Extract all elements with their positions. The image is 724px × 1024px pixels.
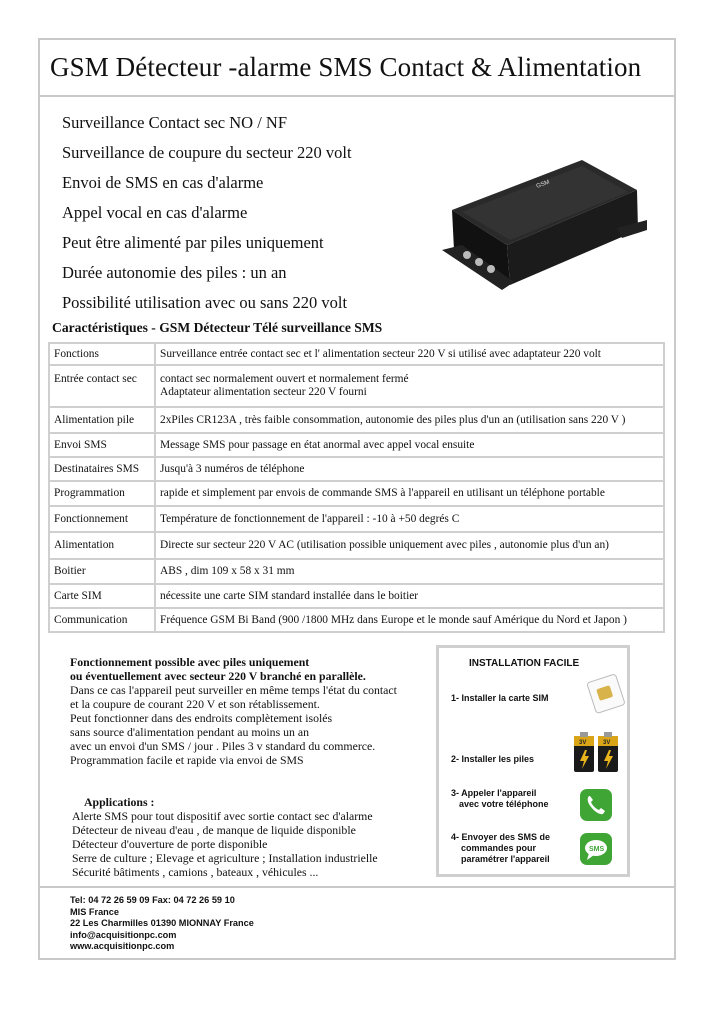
operation-line: avec un envoi d'un SMS / jour . Piles 3 v standard du commerce. — [70, 739, 376, 753]
install-step-3: 3- Appeler l'appareil — [451, 788, 537, 798]
install-step-4c: paramétrer l'appareil — [461, 854, 550, 864]
operation-bold: ou éventuellement avec secteur 220 V branché en parallèle. — [70, 669, 366, 683]
operation-section — [70, 655, 397, 767]
feature-list — [62, 108, 352, 318]
application-line: Sécurité bâtiments , camions , bateaux , véhicules ... — [72, 865, 319, 879]
operation-line: sans source d'alimentation pendant au moins un an — [70, 725, 309, 739]
sms-label: SMS — [589, 846, 605, 853]
spec-value: rapide et simplement par envois de commande SMS à l'appareil en utilisant un téléphone portable — [155, 481, 664, 506]
battery-voltage: 3V — [579, 740, 587, 746]
specs-heading: Caractéristiques - GSM Détecteur Télé surveillance SMS — [52, 320, 383, 335]
device-label: GSM — [535, 179, 551, 190]
footer-contact — [70, 895, 254, 953]
spec-value: contact sec normalement ouvert et normalement fermé — [160, 373, 409, 385]
table-row — [49, 407, 664, 433]
spec-key: Entrée contact sec — [49, 365, 155, 407]
spec-key: Destinataires SMS — [49, 457, 155, 481]
footer-email: info@acquisitionpc.com — [70, 929, 177, 940]
sms-icon — [579, 832, 613, 866]
spec-value: nécessite une carte SIM standard installée dans le boitier — [155, 584, 664, 608]
install-step-1: 1- Installer la carte SIM — [451, 693, 549, 703]
table-row — [49, 457, 664, 481]
operation-line: Programmation facile et rapide via envoi de SMS — [70, 753, 304, 767]
title-divider — [40, 95, 674, 97]
table-row — [49, 365, 664, 407]
application-line: Alerte SMS pour tout dispositif avec sortie contact sec d'alarme — [72, 809, 373, 823]
install-step-4b: commandes pour — [461, 843, 537, 853]
applications-title: Applications : — [84, 795, 155, 809]
table-row — [49, 433, 664, 457]
spec-key: Communication — [49, 608, 155, 632]
footer-company: MIS France — [70, 906, 120, 917]
spec-value-cell — [155, 365, 664, 407]
feature-item: Surveillance Contact sec NO / NF — [62, 113, 287, 132]
spec-value: ABS , dim 109 x 58 x 31 mm — [155, 559, 664, 584]
battery-voltage: 3V — [603, 740, 611, 746]
spec-value: Message SMS pour passage en état anormal avec appel vocal ensuite — [155, 433, 664, 457]
feature-item: Envoi de SMS en cas d'alarme — [62, 173, 264, 192]
spec-key: Programmation — [49, 481, 155, 506]
specs-table — [48, 342, 665, 633]
operation-bold: Fonctionnement possible avec piles uniquement — [70, 655, 310, 669]
install-box — [436, 645, 630, 877]
application-line: Serre de culture ; Elevage et agriculture ; Installation industrielle — [72, 851, 378, 865]
spec-key: Carte SIM — [49, 584, 155, 608]
spec-key: Fonctionnement — [49, 506, 155, 532]
spec-value: Fréquence GSM Bi Band (900 /1800 MHz dans Europe et le monde sauf Amérique du Nord et Japon ) — [155, 608, 664, 632]
install-step-3b: avec votre téléphone — [459, 799, 549, 809]
feature-item: Durée autonomie des piles : un an — [62, 263, 287, 282]
table-row — [49, 559, 664, 584]
spec-value: Surveillance entrée contact sec et l' alimentation secteur 220 V si utilisé avec adaptateur 220 volt — [155, 343, 664, 365]
spec-key: Envoi SMS — [49, 433, 155, 457]
spec-value: 2xPiles CR123A , très faible consommation, autonomie des piles plus d'un an (utilisation sans 220 V ) — [155, 407, 664, 433]
spec-key: Alimentation pile — [49, 407, 155, 433]
feature-item: Possibilité utilisation avec ou sans 220 volt — [62, 293, 348, 312]
sim-card-icon — [585, 674, 625, 714]
table-row — [49, 608, 664, 632]
spec-value: Température de fonctionnement de l'appareil : -10 à +50 degrés C — [155, 506, 664, 532]
spec-value: Jusqu'à 3 numéros de téléphone — [155, 457, 664, 481]
operation-line: Peut fonctionner dans des endroits complètement isolés — [70, 711, 333, 725]
spec-key: Boitier — [49, 559, 155, 584]
table-row — [49, 343, 664, 365]
spec-value-2: Adaptateur alimentation secteur 220 V fourni — [160, 386, 367, 398]
phone-icon — [579, 788, 613, 822]
install-step-4: 4- Envoyer des SMS de — [451, 832, 551, 842]
application-line: Détecteur d'ouverture de porte disponible — [72, 837, 268, 851]
table-row — [49, 506, 664, 532]
footer-phone: Tel: 04 72 26 59 09 Fax: 04 72 26 59 10 — [70, 895, 235, 905]
feature-item: Surveillance de coupure du secteur 220 volt — [62, 143, 352, 162]
spec-value: Directe sur secteur 220 V AC (utilisation possible uniquement avec piles , autonomie plus d'un an) — [155, 532, 664, 559]
table-row — [49, 584, 664, 608]
spec-key: Alimentation — [49, 532, 155, 559]
footer-divider — [40, 886, 674, 888]
footer-address: 22 Les Charmilles 01390 MIONNAY France — [70, 918, 254, 928]
spec-key: Fonctions — [49, 343, 155, 365]
battery-icon — [571, 730, 621, 774]
feature-item: Peut être alimenté par piles uniquement — [62, 233, 324, 252]
operation-line: Dans ce cas l'appareil peut surveiller en même temps l'état du contact — [70, 683, 397, 697]
applications-section — [72, 795, 378, 879]
feature-item: Appel vocal en cas d'alarme — [62, 203, 248, 222]
footer-website: www.acquisitionpc.com — [70, 941, 175, 951]
operation-line: et la coupure de courant 220 V et son rétablissement. — [70, 697, 320, 711]
device-photo — [432, 150, 652, 300]
table-row — [49, 532, 664, 559]
table-row — [49, 481, 664, 506]
page-title: GSM Détecteur -alarme SMS Contact & Alimentation — [50, 52, 642, 82]
application-line: Détecteur de niveau d'eau , de manque de liquide disponible — [72, 823, 356, 837]
install-step-2: 2- Installer les piles — [451, 754, 535, 764]
install-title: INSTALLATION FACILE — [469, 658, 580, 669]
